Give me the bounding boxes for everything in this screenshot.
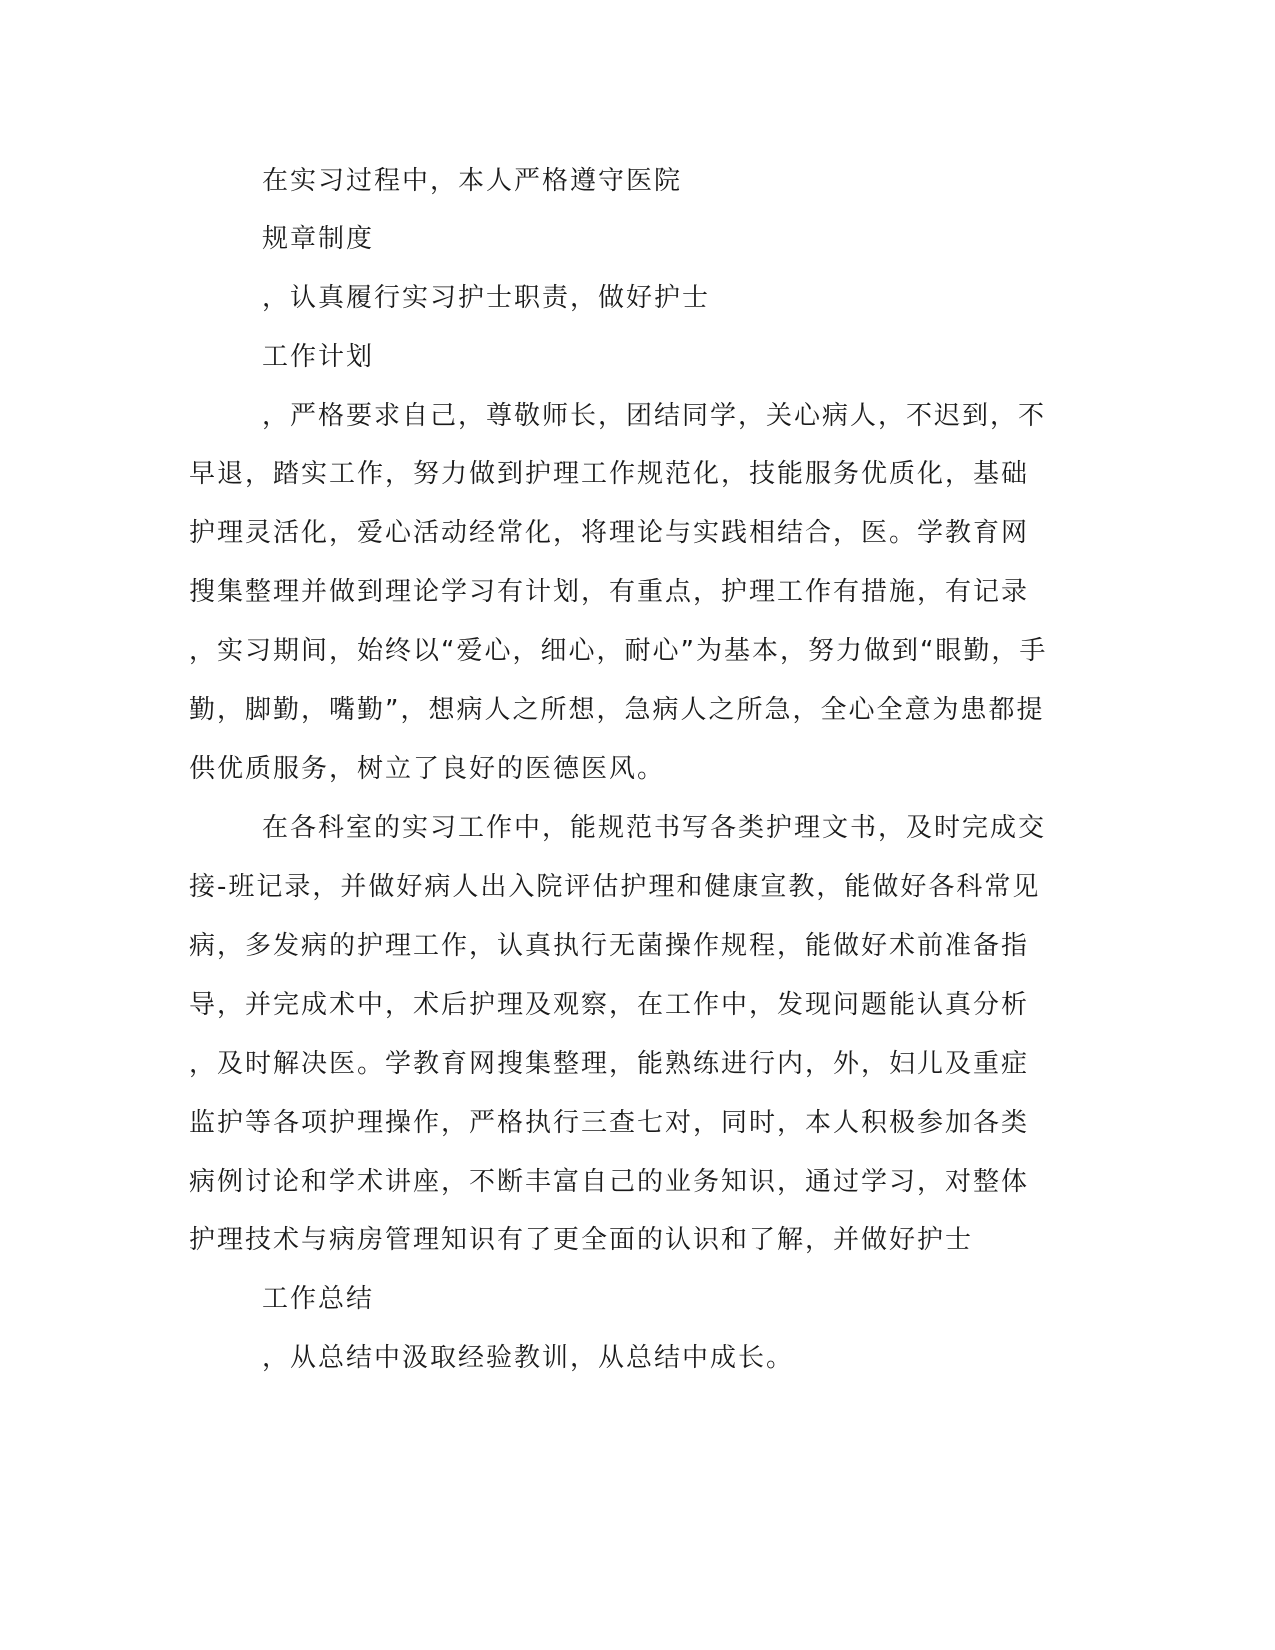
text-line: 导，并完成术中，术后护理及观察，在工作中，发现问题能认真分析 xyxy=(189,990,1030,1020)
text-line: 工作总结 xyxy=(262,1284,375,1314)
text-line: 搜集整理并做到理论学习有计划，有重点，护理工作有措施，有记录 xyxy=(189,577,1030,607)
text-line: ，实习期间，始终以“爱心，细心，耐心”为基本，努力做到“眼勤，手 xyxy=(189,636,1048,666)
text-line: 病例讨论和学术讲座，不断丰富自己的业务知识，通过学习，对整体 xyxy=(189,1167,1030,1197)
text-line: ，严格要求自己，尊敬师长，团结同学，关心病人，不迟到，不 xyxy=(262,401,1047,431)
text-line: 护理灵活化，爱心活动经常化，将理论与实践相结合，医。学教育网 xyxy=(189,518,1030,548)
text-line: 早退，踏实工作，努力做到护理工作规范化，技能服务优质化，基础 xyxy=(189,459,1030,489)
text-line: ，从总结中汲取经验教训，从总结中成长。 xyxy=(262,1343,795,1373)
text-line: 在各科室的实习工作中，能规范书写各类护理文书，及时完成交 xyxy=(262,813,1047,843)
text-line: 接-班记录，并做好病人出入院评估护理和健康宣教，能做好各科常见 xyxy=(189,872,1041,902)
text-line: 病，多发病的护理工作，认真执行无菌操作规程，能做好术前准备指 xyxy=(189,931,1030,961)
text-line: 供优质服务，树立了良好的医德医风。 xyxy=(189,754,666,784)
text-line: 工作计划 xyxy=(262,342,375,372)
text-line: 在实习过程中，本人严格遵守医院 xyxy=(262,166,683,196)
text-line: 规章制度 xyxy=(262,224,375,254)
text-line: ，认真履行实习护士职责，做好护士 xyxy=(262,283,711,313)
text-line: 护理技术与病房管理知识有了更全面的认识和了解，并做好护士 xyxy=(189,1225,974,1255)
text-line: ，及时解决医。学教育网搜集整理，能熟练进行内，外，妇儿及重症 xyxy=(189,1049,1030,1079)
text-line: 监护等各项护理操作，严格执行三查七对，同时，本人积极参加各类 xyxy=(189,1108,1030,1138)
text-line: 勤，脚勤，嘴勤”，想病人之所想，急病人之所急，全心全意为患都提 xyxy=(189,695,1045,725)
